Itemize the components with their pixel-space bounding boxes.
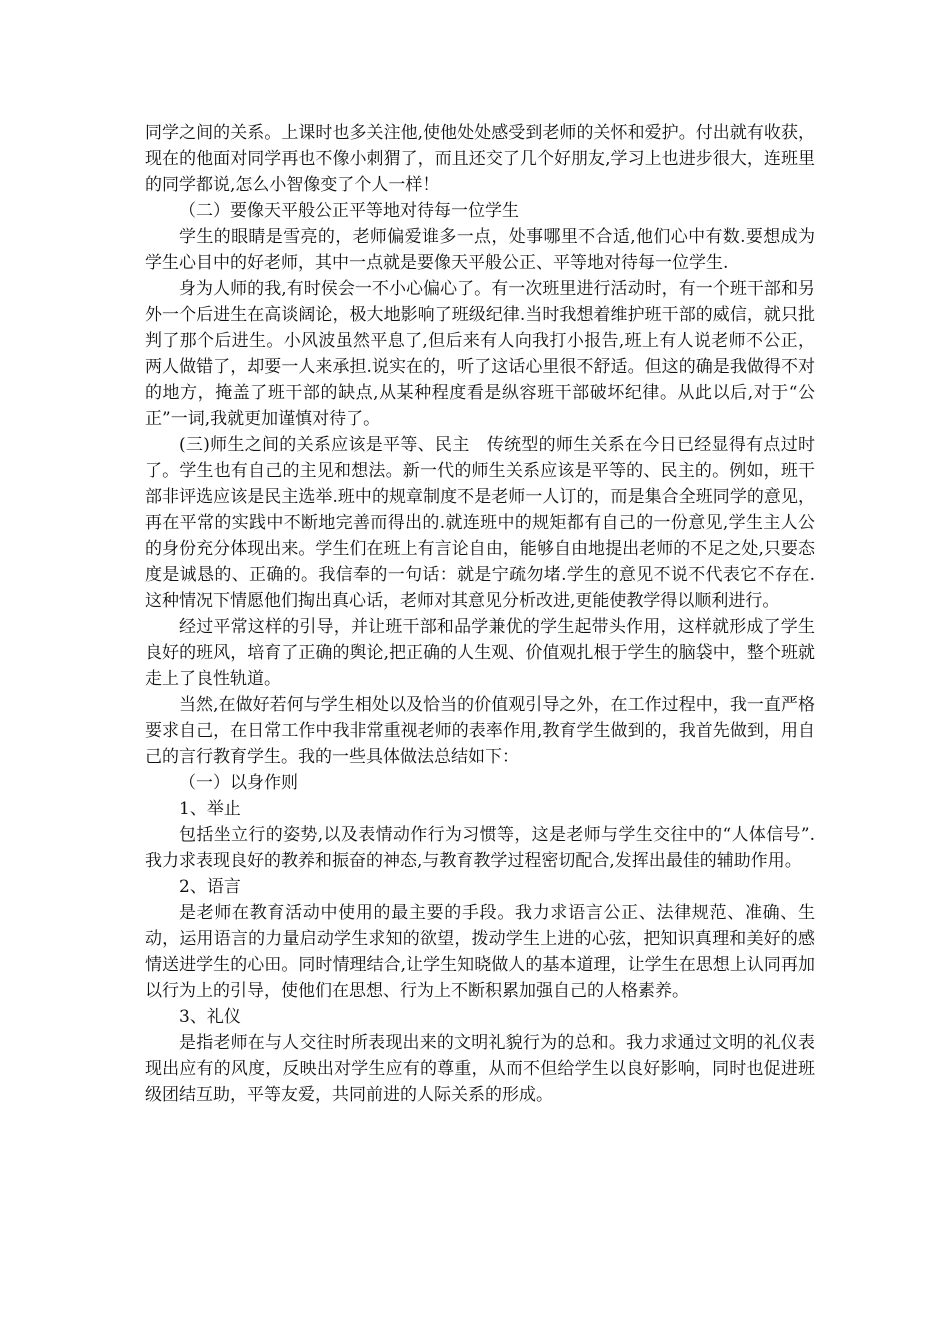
- paragraph-continuation: 同学之间的关系。上课时也多关注他,使他处处感受到老师的关怀和爱护。付出就有收获，现在的他面对同学再也不像小刺猬了，而且还交了几个好朋友,学习上也进步很大，连班里的同学都说,怎么小智像变了个人一样！: [145, 123, 815, 195]
- paragraph: 包括坐立行的姿势,以及表情动作行为习惯等，这是老师与学生交往中的“人体信号”.我力求表现良好的教养和振奋的神态,与教育教学过程密切配合,发挥出最佳的辅助作用。: [145, 825, 815, 871]
- paragraph: (三)师生之间的关系应该是平等、民主 传统型的师生关系在今日已经显得有点过时了。学生也有自己的主见和想法。新一代的师生关系应该是平等的、民主的。例如，班干部非评选应该是民主选举.班中的规章制度不是老师一人订的，而是集合全班同学的意见，再在平常的实践中不断地完善而得出的.就连班中的规矩都有自己的一份意见,学生主人公的身份充分体现出来。学生们在班上有言论自由，能够自由地提出老师的不足之处,只要态度是诚恳的、正确的。我信奉的一句话：就是宁疏勿堵.学生的意见不说不代表它不存在.这种情况下情愿他们掏出真心话，老师对其意见分析改进,更能使教学得以顺利进行。: [145, 435, 815, 611]
- paragraph: 经过平常这样的引导，并让班干部和品学兼优的学生起带头作用，这样就形成了学生良好的班风，培育了正确的舆论,把正确的人生观、价值观扎根于学生的脑袋中，整个班就走上了良性轨道。: [145, 617, 815, 689]
- subheading-language: 2、语言: [179, 877, 241, 897]
- subheading-behavior: 1、举止: [179, 799, 241, 819]
- paragraph: 是老师在教育活动中使用的最主要的手段。我力求语言公正、法律规范、准确、生动，运用语言的力量启动学生求知的欲望，拨动学生上进的心弦，把知识真理和美好的感情送进学生的心田。同时情理结合,让学生知晓做人的基本道理，让学生在思想上认同再加以行为上的引导，使他们在思想、行为上不断积累加强自己的人格素养。: [145, 903, 815, 1001]
- paragraph: 身为人师的我,有时侯会一不小心偏心了。有一次班里进行活动时，有一个班干部和另外一个后进生在高谈阔论，极大地影响了班级纪律.当时我想着维护班干部的威信，就只批判了那个后进生。小风波虽然平息了,但后来有人向我打小报告,班上有人说老师不公正，两人做错了，却要一人来承担.说实在的，听了这话心里很不舒适。但这的确是我做得不对的地方，掩盖了班干部的缺点,从某种程度看是纵容班干部破坏纪律。从此以后,对于“公正”一词,我就更加谨慎对待了。: [145, 279, 815, 429]
- subheading-etiquette: 3、礼仪: [179, 1007, 241, 1027]
- section-heading-2: （二）要像天平般公正平等地对待每一位学生: [179, 201, 519, 221]
- document-page: [145, 120, 815, 1108]
- section-heading-1: （一）以身作则: [179, 773, 298, 793]
- paragraph: 学生的眼睛是雪亮的，老师偏爱谁多一点，处事哪里不合适,他们心中有数.要想成为学生心目中的好老师，其中一点就是要像天平般公正、平等地对待每一位学生.: [145, 227, 815, 273]
- paragraph: 是指老师在与人交往时所表现出来的文明礼貌行为的总和。我力求通过文明的礼仪表现出应有的风度，反映出对学生应有的尊重，从而不但给学生以良好影响，同时也促进班级团结互助，平等友爱，共同前进的人际关系的形成。: [145, 1033, 815, 1105]
- paragraph: 当然,在做好若何与学生相处以及恰当的价值观引导之外，在工作过程中，我一直严格要求自己，在日常工作中我非常重视老师的表率作用,教育学生做到的，我首先做到，用自己的言行教育学生。我的一些具体做法总结如下：: [145, 695, 815, 767]
